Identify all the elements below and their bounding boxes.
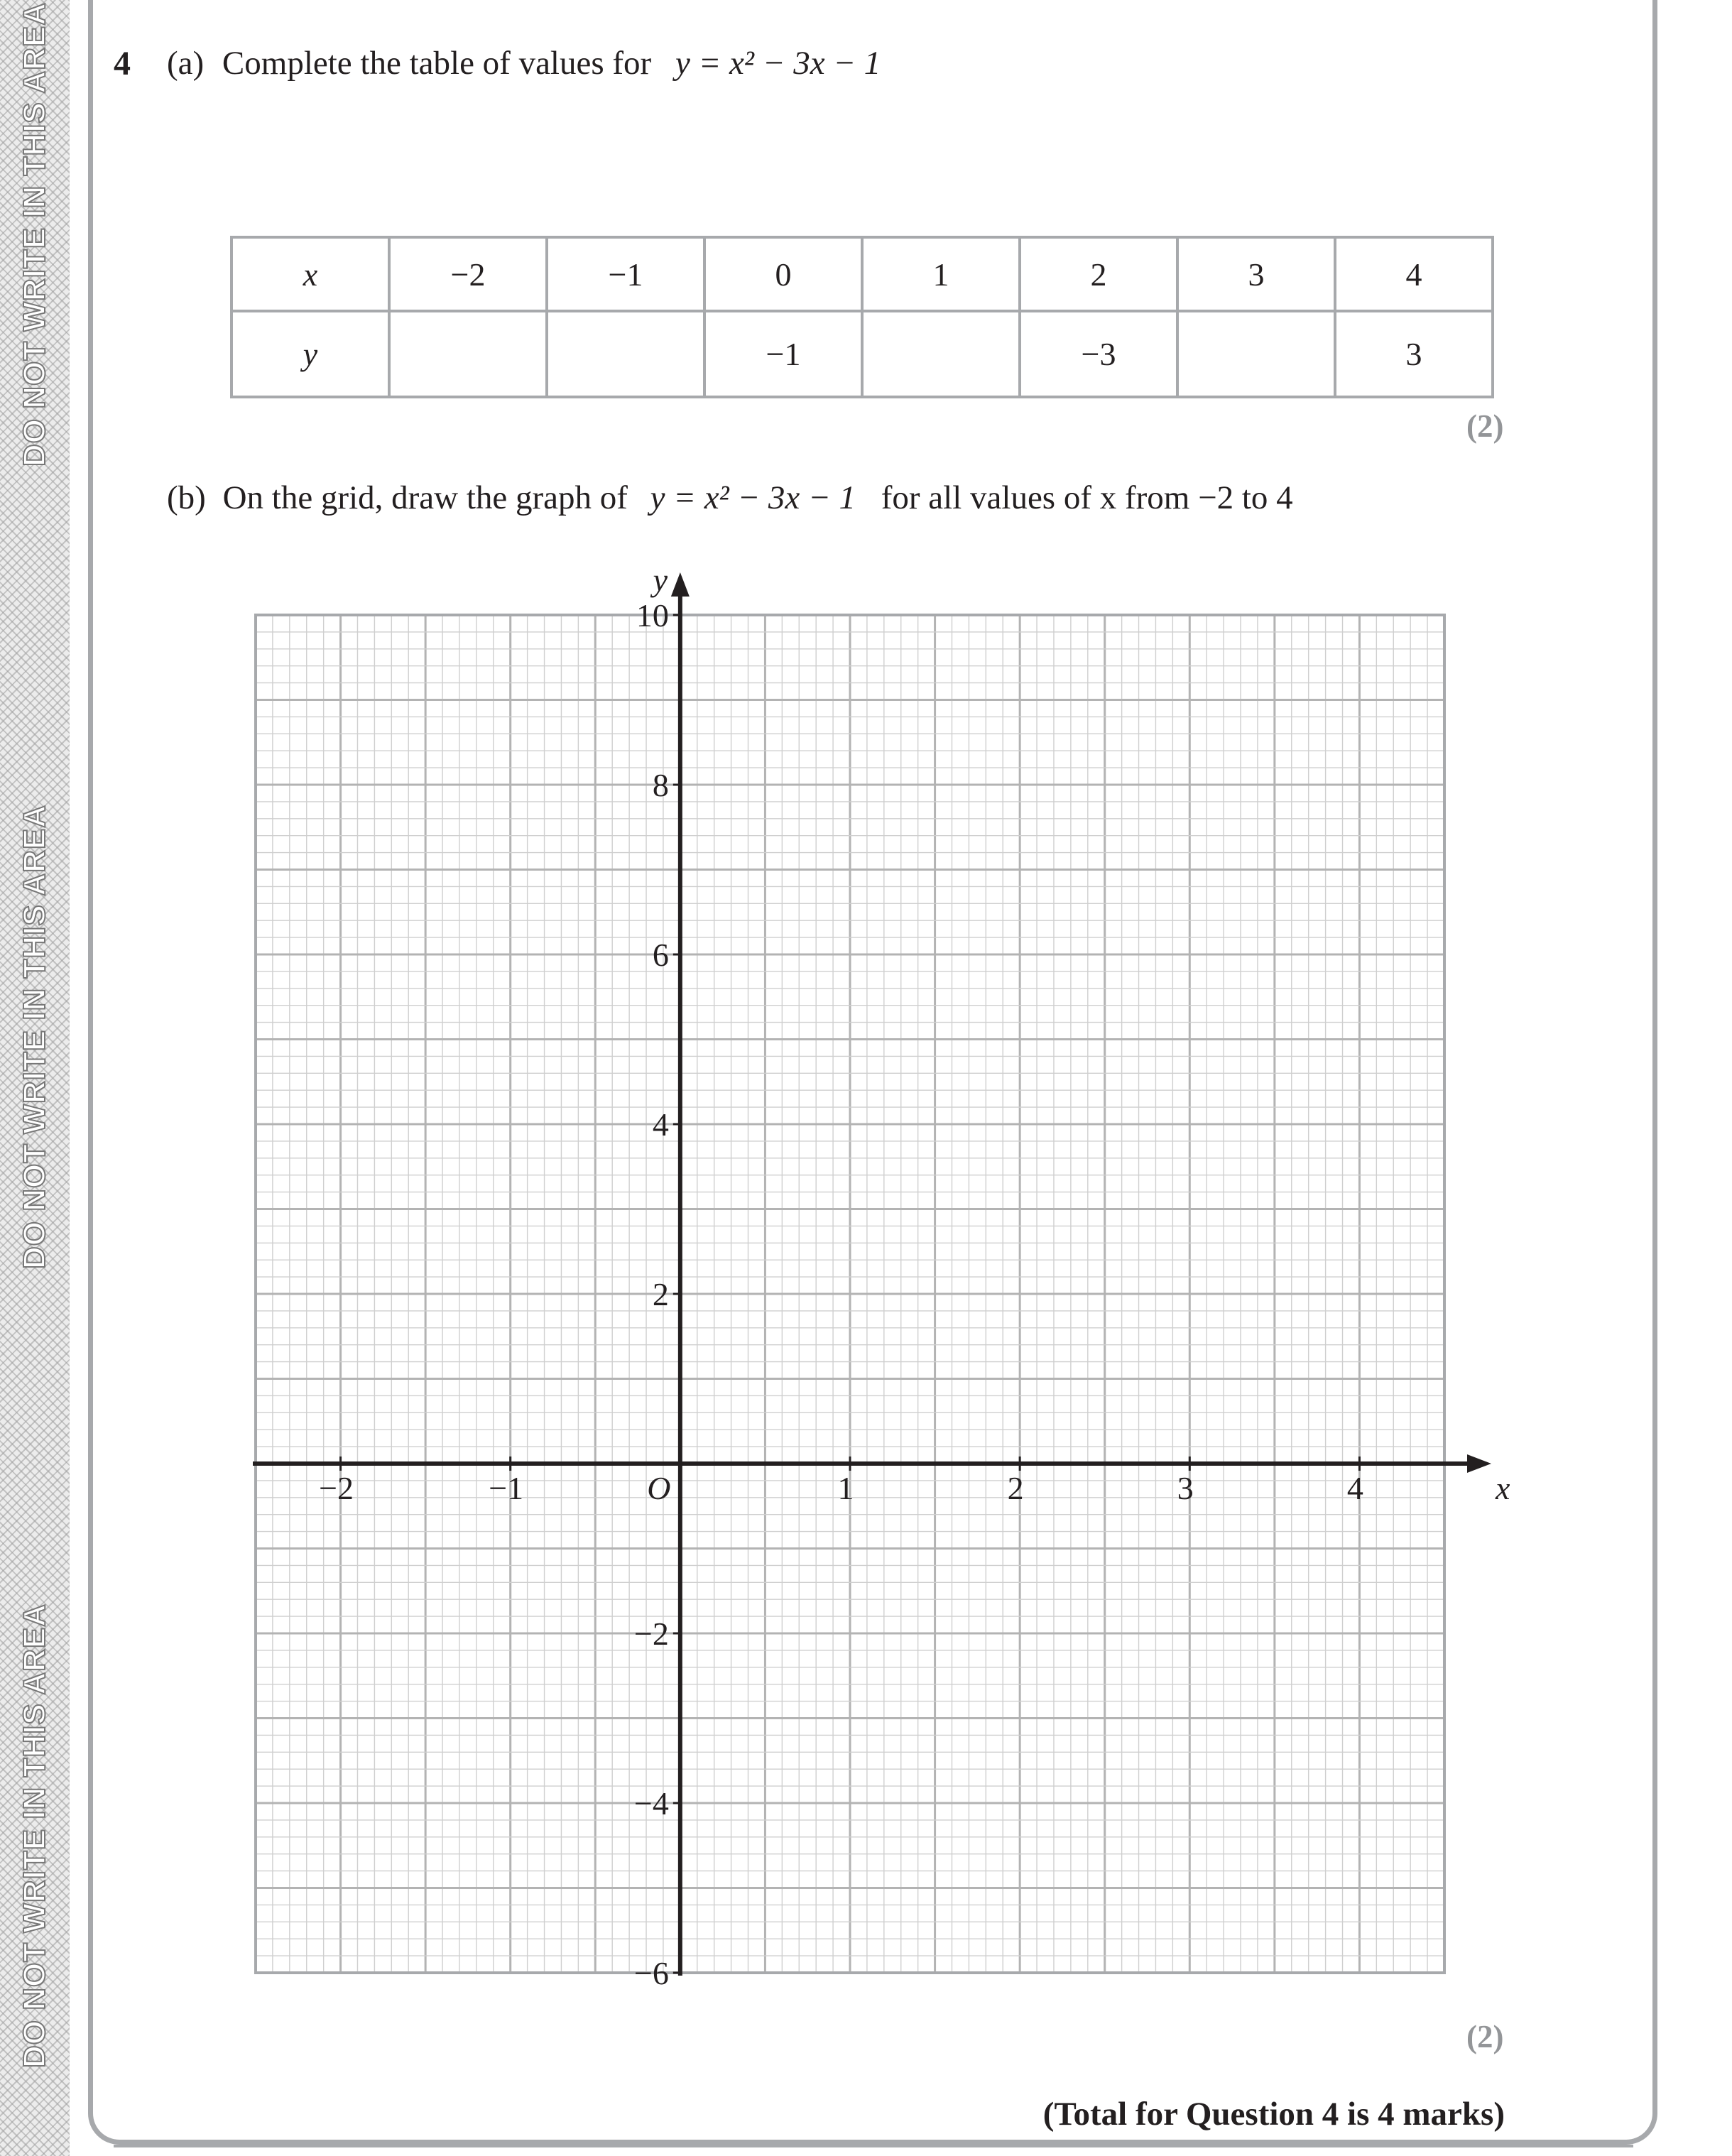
margin-warning: DO NOT WRITE IN THIS AREA — [17, 804, 52, 1270]
x-value: −1 — [547, 237, 704, 311]
x-tick-label: 2 — [1007, 1470, 1024, 1506]
x-tick-label: −1 — [489, 1470, 524, 1506]
x-value: 0 — [704, 237, 862, 311]
question-total: (Total for Question 4 is 4 marks) — [1042, 2096, 1505, 2133]
question-number: 4 — [114, 45, 131, 82]
part-b-text: On the grid, draw the graph of — [222, 479, 628, 516]
x-tick-label: 4 — [1346, 1470, 1363, 1506]
x-tick-label: −2 — [319, 1470, 354, 1506]
part-a-equation: y = x² − 3x − 1 — [675, 45, 881, 82]
y-axis-label: y — [653, 562, 668, 598]
y-tick-label: −6 — [633, 1955, 669, 1991]
x-axis-label: x — [1496, 1470, 1510, 1506]
y-tick-label: 2 — [652, 1276, 669, 1312]
margin-warning: DO NOT WRITE IN THIS AREA — [17, 1, 52, 467]
footer-rule — [114, 2145, 1633, 2147]
y-header: y — [232, 311, 389, 397]
y-tick-label: 6 — [652, 937, 669, 973]
x-value: −2 — [389, 237, 547, 311]
y-value: −1 — [704, 311, 862, 397]
y-tick-label: 10 — [636, 597, 669, 633]
part-a-text: Complete the table of values for — [222, 45, 652, 82]
part-b-marks: (2) — [1466, 2019, 1504, 2054]
x-header: x — [232, 237, 389, 311]
x-tick-label: 3 — [1177, 1470, 1194, 1506]
y-tick-label: −2 — [633, 1616, 669, 1652]
x-value: 2 — [1020, 237, 1177, 311]
y-tick-label: −4 — [633, 1785, 669, 1822]
part-a-label: (a) — [167, 45, 205, 82]
part-b-range: for all values of x from −2 to 4 — [881, 479, 1293, 516]
x-value: 1 — [862, 237, 1020, 311]
x-axis-arrow-icon — [1467, 1454, 1491, 1473]
margin-warning: DO NOT WRITE IN THIS AREA — [17, 1603, 52, 2069]
y-tick-label: 8 — [652, 767, 669, 803]
x-value: 3 — [1177, 237, 1335, 311]
y-tick-label: 4 — [652, 1106, 669, 1143]
origin-label: O — [647, 1470, 671, 1506]
x-tick-label: 1 — [837, 1470, 854, 1506]
part-b-equation: y = x² − 3x − 1 — [650, 479, 856, 516]
part-b-label: (b) — [167, 479, 206, 516]
x-value: 4 — [1335, 237, 1493, 311]
y-axis-arrow-icon — [671, 572, 690, 597]
y-value: −3 — [1020, 311, 1177, 397]
part-a-marks: (2) — [1466, 408, 1504, 444]
y-value: 3 — [1335, 311, 1493, 397]
